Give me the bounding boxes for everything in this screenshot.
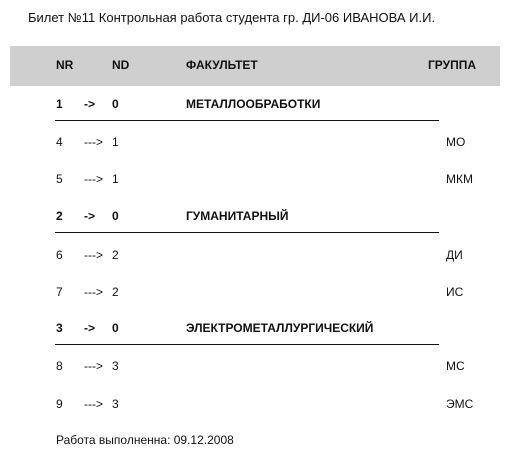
cell-nd: 1 <box>112 135 119 149</box>
cell-nr: 3 <box>56 321 63 335</box>
cell-nd: 3 <box>112 397 119 411</box>
group-row <box>0 172 508 192</box>
faculty-row <box>0 209 508 229</box>
completion-note <box>56 433 234 447</box>
cell-arrow: ---> <box>84 359 103 373</box>
header-nr: NR <box>56 58 74 72</box>
cell-arrow: ---> <box>84 135 103 149</box>
cell-nr: 7 <box>56 285 63 299</box>
group-row <box>0 248 508 268</box>
cell-group: МС <box>446 359 465 373</box>
group-row <box>0 397 508 417</box>
cell-group: ЭМС <box>446 397 474 411</box>
cell-nd: 3 <box>112 359 119 373</box>
cell-group: МКМ <box>446 172 473 186</box>
cell-nr: 1 <box>56 97 63 111</box>
cell-nd: 2 <box>112 285 119 299</box>
header-faculty: ФАКУЛЬТЕТ <box>186 58 258 72</box>
cell-nd: 0 <box>112 97 119 111</box>
faculty-underline <box>55 344 439 345</box>
cell-faculty: ЭЛЕКТРОМЕТАЛЛУРГИЧЕСКИЙ <box>186 321 374 335</box>
cell-nr: 4 <box>56 135 63 149</box>
cell-arrow: ---> <box>84 397 103 411</box>
group-row <box>0 135 508 155</box>
document-title: Билет №11 Контрольная работа студента гр. ДИ-06 ИВАНОВА И.И. <box>28 10 436 25</box>
group-row <box>0 285 508 305</box>
cell-faculty: МЕТАЛЛООБРАБОТКИ <box>186 97 321 111</box>
cell-arrow: -> <box>84 321 96 335</box>
cell-nr: 6 <box>56 248 63 262</box>
faculty-row <box>0 97 508 117</box>
faculty-row <box>0 321 508 341</box>
cell-arrow: -> <box>84 209 96 223</box>
cell-faculty: ГУМАНИТАРНЫЙ <box>186 209 289 223</box>
table-header <box>10 46 500 86</box>
cell-arrow: ---> <box>84 285 103 299</box>
cell-arrow: -> <box>84 97 96 111</box>
completion-date: 09.12.2008 <box>173 433 234 447</box>
faculty-underline <box>55 232 439 233</box>
cell-nr: 5 <box>56 172 63 186</box>
cell-nd: 2 <box>112 248 119 262</box>
cell-nd: 1 <box>112 172 119 186</box>
cell-arrow: ---> <box>84 172 103 186</box>
cell-nd: 0 <box>112 209 119 223</box>
cell-nr: 9 <box>56 397 63 411</box>
completion-label: Работа выполненна: <box>56 433 171 447</box>
group-row <box>0 359 508 379</box>
cell-arrow: ---> <box>84 248 103 262</box>
cell-group: ИС <box>446 285 464 299</box>
header-nd: ND <box>112 58 130 72</box>
cell-nd: 0 <box>112 321 119 335</box>
cell-group: МО <box>446 135 466 149</box>
header-group: ГРУППА <box>428 58 477 72</box>
faculty-underline <box>55 120 439 121</box>
cell-nr: 2 <box>56 209 63 223</box>
cell-nr: 8 <box>56 359 63 373</box>
cell-group: ДИ <box>446 248 463 262</box>
